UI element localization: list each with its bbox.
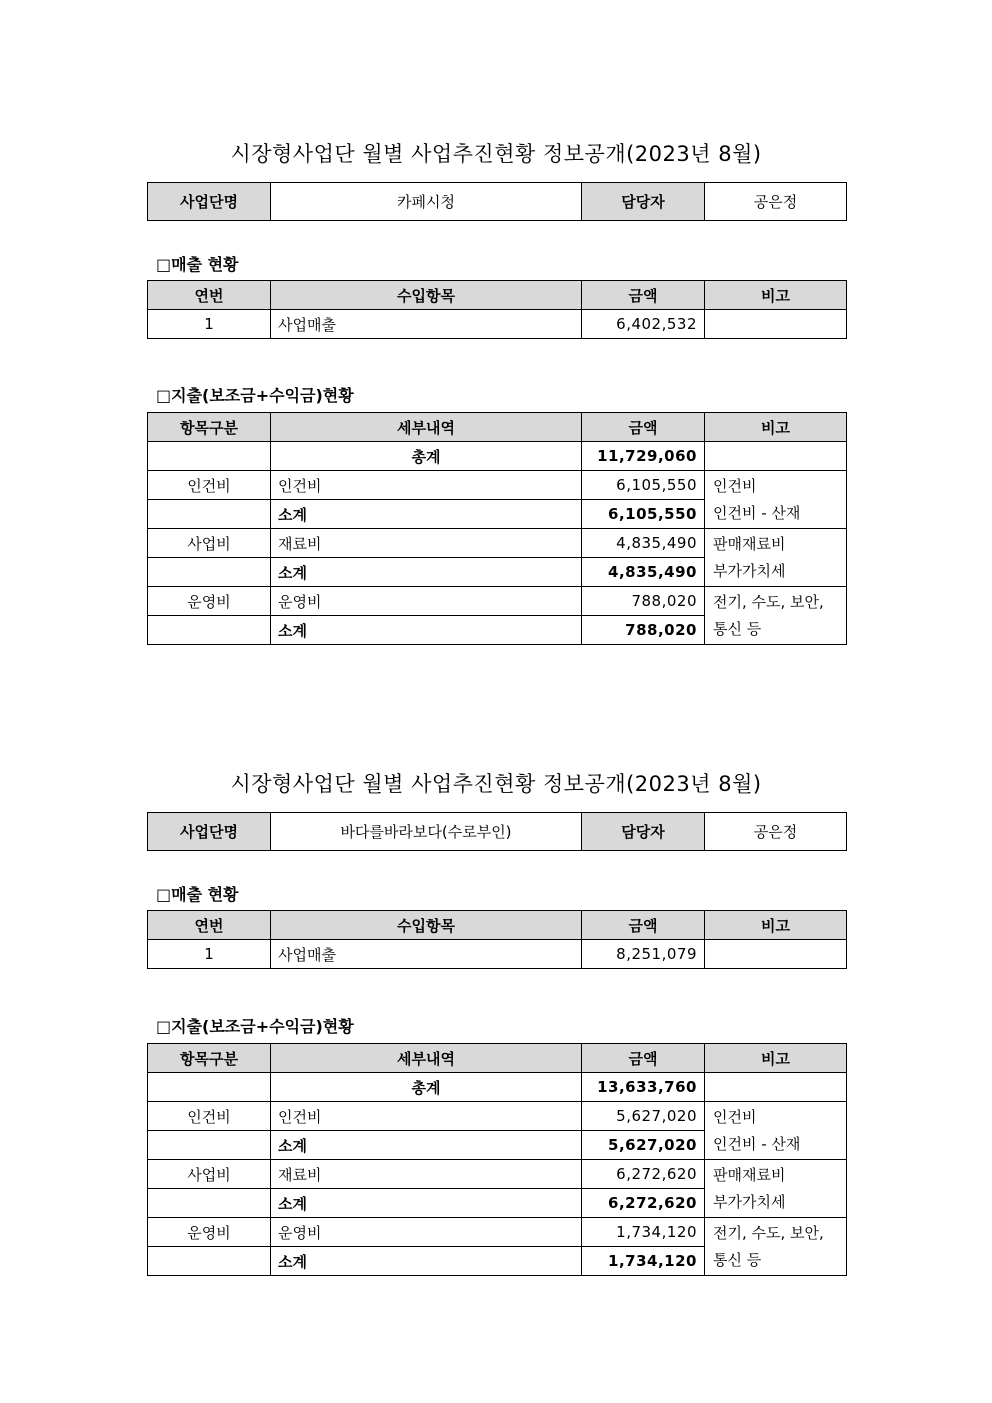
total-amount: 11,729,060	[582, 442, 705, 471]
expense-heading: □지출(보조금+수익금)현황	[156, 386, 354, 405]
group-category: 인건비	[148, 1102, 271, 1131]
expense-heading: □지출(보조금+수익금)현황	[156, 1017, 354, 1036]
row-no: 1	[148, 310, 271, 339]
col-header-item: 수입항목	[271, 281, 582, 310]
subtotal-label: 소계	[271, 1189, 582, 1218]
expense-table-wrapper	[147, 412, 846, 645]
sales-table	[147, 280, 847, 339]
group-detail: 운영비	[271, 587, 582, 616]
group-category: 운영비	[148, 1218, 271, 1247]
group-note-line2: 인건비 - 산재	[713, 1134, 801, 1153]
sales-heading: □매출 현황	[156, 885, 239, 904]
expense-table	[147, 412, 847, 645]
expense-header-row	[148, 1044, 847, 1073]
col-header-no: 연번	[148, 911, 271, 940]
col-header-amount: 금액	[582, 1044, 705, 1073]
col-header-amount: 금액	[582, 911, 705, 940]
manager-value: 공은정	[705, 813, 847, 851]
group-note-line1: 전기, 수도, 보안,	[713, 592, 824, 611]
group-category: 사업비	[148, 1160, 271, 1189]
sales-header-row	[148, 281, 847, 310]
info-table-wrapper	[147, 812, 846, 851]
table-row	[148, 529, 847, 558]
table-row	[148, 1160, 847, 1189]
group-note	[705, 1160, 847, 1218]
total-row	[148, 1073, 847, 1102]
report-title: 시장형사업단 월별 사업추진현황 정보공개(2023년 8월)	[230, 142, 762, 166]
group-amount: 788,020	[582, 587, 705, 616]
group-note-line1: 판매재료비	[713, 534, 786, 553]
subtotal-category	[148, 500, 271, 529]
group-note	[705, 587, 847, 645]
sales-heading: □매출 현황	[156, 255, 239, 274]
row-note	[705, 940, 847, 969]
report-title: 시장형사업단 월별 사업추진현황 정보공개(2023년 8월)	[230, 772, 762, 796]
total-category	[148, 442, 271, 471]
sales-header-row	[148, 911, 847, 940]
group-note-line2: 통신 등	[713, 619, 762, 638]
subtotal-label: 소계	[271, 500, 582, 529]
subtotal-amount: 6,105,550	[582, 500, 705, 529]
group-note	[705, 1218, 847, 1276]
subtotal-category	[148, 1247, 271, 1276]
table-row	[148, 587, 847, 616]
subtotal-category	[148, 558, 271, 587]
col-header-note: 비고	[705, 413, 847, 442]
table-row	[148, 1218, 847, 1247]
group-note	[705, 1102, 847, 1160]
col-header-no: 연번	[148, 281, 271, 310]
info-row	[148, 183, 847, 221]
group-note-line2: 부가가치세	[713, 1192, 786, 1211]
group-amount: 6,105,550	[582, 471, 705, 500]
col-header-detail: 세부내역	[271, 413, 582, 442]
expense-table	[147, 1043, 847, 1276]
group-amount: 4,835,490	[582, 529, 705, 558]
total-amount: 13,633,760	[582, 1073, 705, 1102]
group-note-line1: 판매재료비	[713, 1165, 786, 1184]
subtotal-label: 소계	[271, 616, 582, 645]
group-detail: 재료비	[271, 1160, 582, 1189]
subtotal-amount: 5,627,020	[582, 1131, 705, 1160]
col-header-item: 수입항목	[271, 911, 582, 940]
group-category: 사업비	[148, 529, 271, 558]
col-header-amount: 금액	[582, 281, 705, 310]
info-table-wrapper	[147, 182, 846, 221]
col-header-note: 비고	[705, 911, 847, 940]
subtotal-amount: 6,272,620	[582, 1189, 705, 1218]
expense-header-row	[148, 413, 847, 442]
table-row	[148, 471, 847, 500]
group-category: 운영비	[148, 587, 271, 616]
info-table	[147, 182, 847, 221]
col-header-category: 항목구분	[148, 413, 271, 442]
col-header-detail: 세부내역	[271, 1044, 582, 1073]
manager-label: 담당자	[582, 813, 705, 851]
team-label: 사업단명	[148, 183, 271, 221]
row-note	[705, 310, 847, 339]
expense-table-wrapper	[147, 1043, 846, 1276]
group-amount: 5,627,020	[582, 1102, 705, 1131]
team-label: 사업단명	[148, 813, 271, 851]
group-note-line2: 통신 등	[713, 1250, 762, 1269]
col-header-category: 항목구분	[148, 1044, 271, 1073]
group-note-line1: 전기, 수도, 보안,	[713, 1223, 824, 1242]
table-row	[148, 940, 847, 969]
group-detail: 재료비	[271, 529, 582, 558]
group-amount: 6,272,620	[582, 1160, 705, 1189]
row-item: 사업매출	[271, 940, 582, 969]
group-detail: 인건비	[271, 1102, 582, 1131]
total-row	[148, 442, 847, 471]
total-label: 총계	[271, 442, 582, 471]
sales-table	[147, 910, 847, 969]
table-row	[148, 310, 847, 339]
sales-table-wrapper	[147, 910, 846, 969]
total-category	[148, 1073, 271, 1102]
group-note-line1: 인건비	[713, 476, 757, 495]
manager-label: 담당자	[582, 183, 705, 221]
row-amount: 8,251,079	[582, 940, 705, 969]
total-note	[705, 1073, 847, 1102]
row-no: 1	[148, 940, 271, 969]
subtotal-label: 소계	[271, 1247, 582, 1276]
col-header-note: 비고	[705, 281, 847, 310]
group-note-line2: 부가가치세	[713, 561, 786, 580]
info-table	[147, 812, 847, 851]
col-header-note: 비고	[705, 1044, 847, 1073]
table-row	[148, 1102, 847, 1131]
subtotal-amount: 4,835,490	[582, 558, 705, 587]
info-row	[148, 813, 847, 851]
group-note	[705, 529, 847, 587]
group-note	[705, 471, 847, 529]
subtotal-category	[148, 1189, 271, 1218]
group-note-line2: 인건비 - 산재	[713, 503, 801, 522]
subtotal-label: 소계	[271, 558, 582, 587]
team-value: 카페시청	[271, 183, 582, 221]
row-amount: 6,402,532	[582, 310, 705, 339]
subtotal-amount: 1,734,120	[582, 1247, 705, 1276]
manager-value: 공은정	[705, 183, 847, 221]
group-category: 인건비	[148, 471, 271, 500]
team-value: 바다를바라보다(수로부인)	[271, 813, 582, 851]
group-amount: 1,734,120	[582, 1218, 705, 1247]
subtotal-label: 소계	[271, 1131, 582, 1160]
subtotal-category	[148, 616, 271, 645]
row-item: 사업매출	[271, 310, 582, 339]
total-note	[705, 442, 847, 471]
col-header-amount: 금액	[582, 413, 705, 442]
total-label: 총계	[271, 1073, 582, 1102]
subtotal-category	[148, 1131, 271, 1160]
sales-table-wrapper	[147, 280, 846, 339]
group-note-line1: 인건비	[713, 1107, 757, 1126]
subtotal-amount: 788,020	[582, 616, 705, 645]
group-detail: 운영비	[271, 1218, 582, 1247]
group-detail: 인건비	[271, 471, 582, 500]
